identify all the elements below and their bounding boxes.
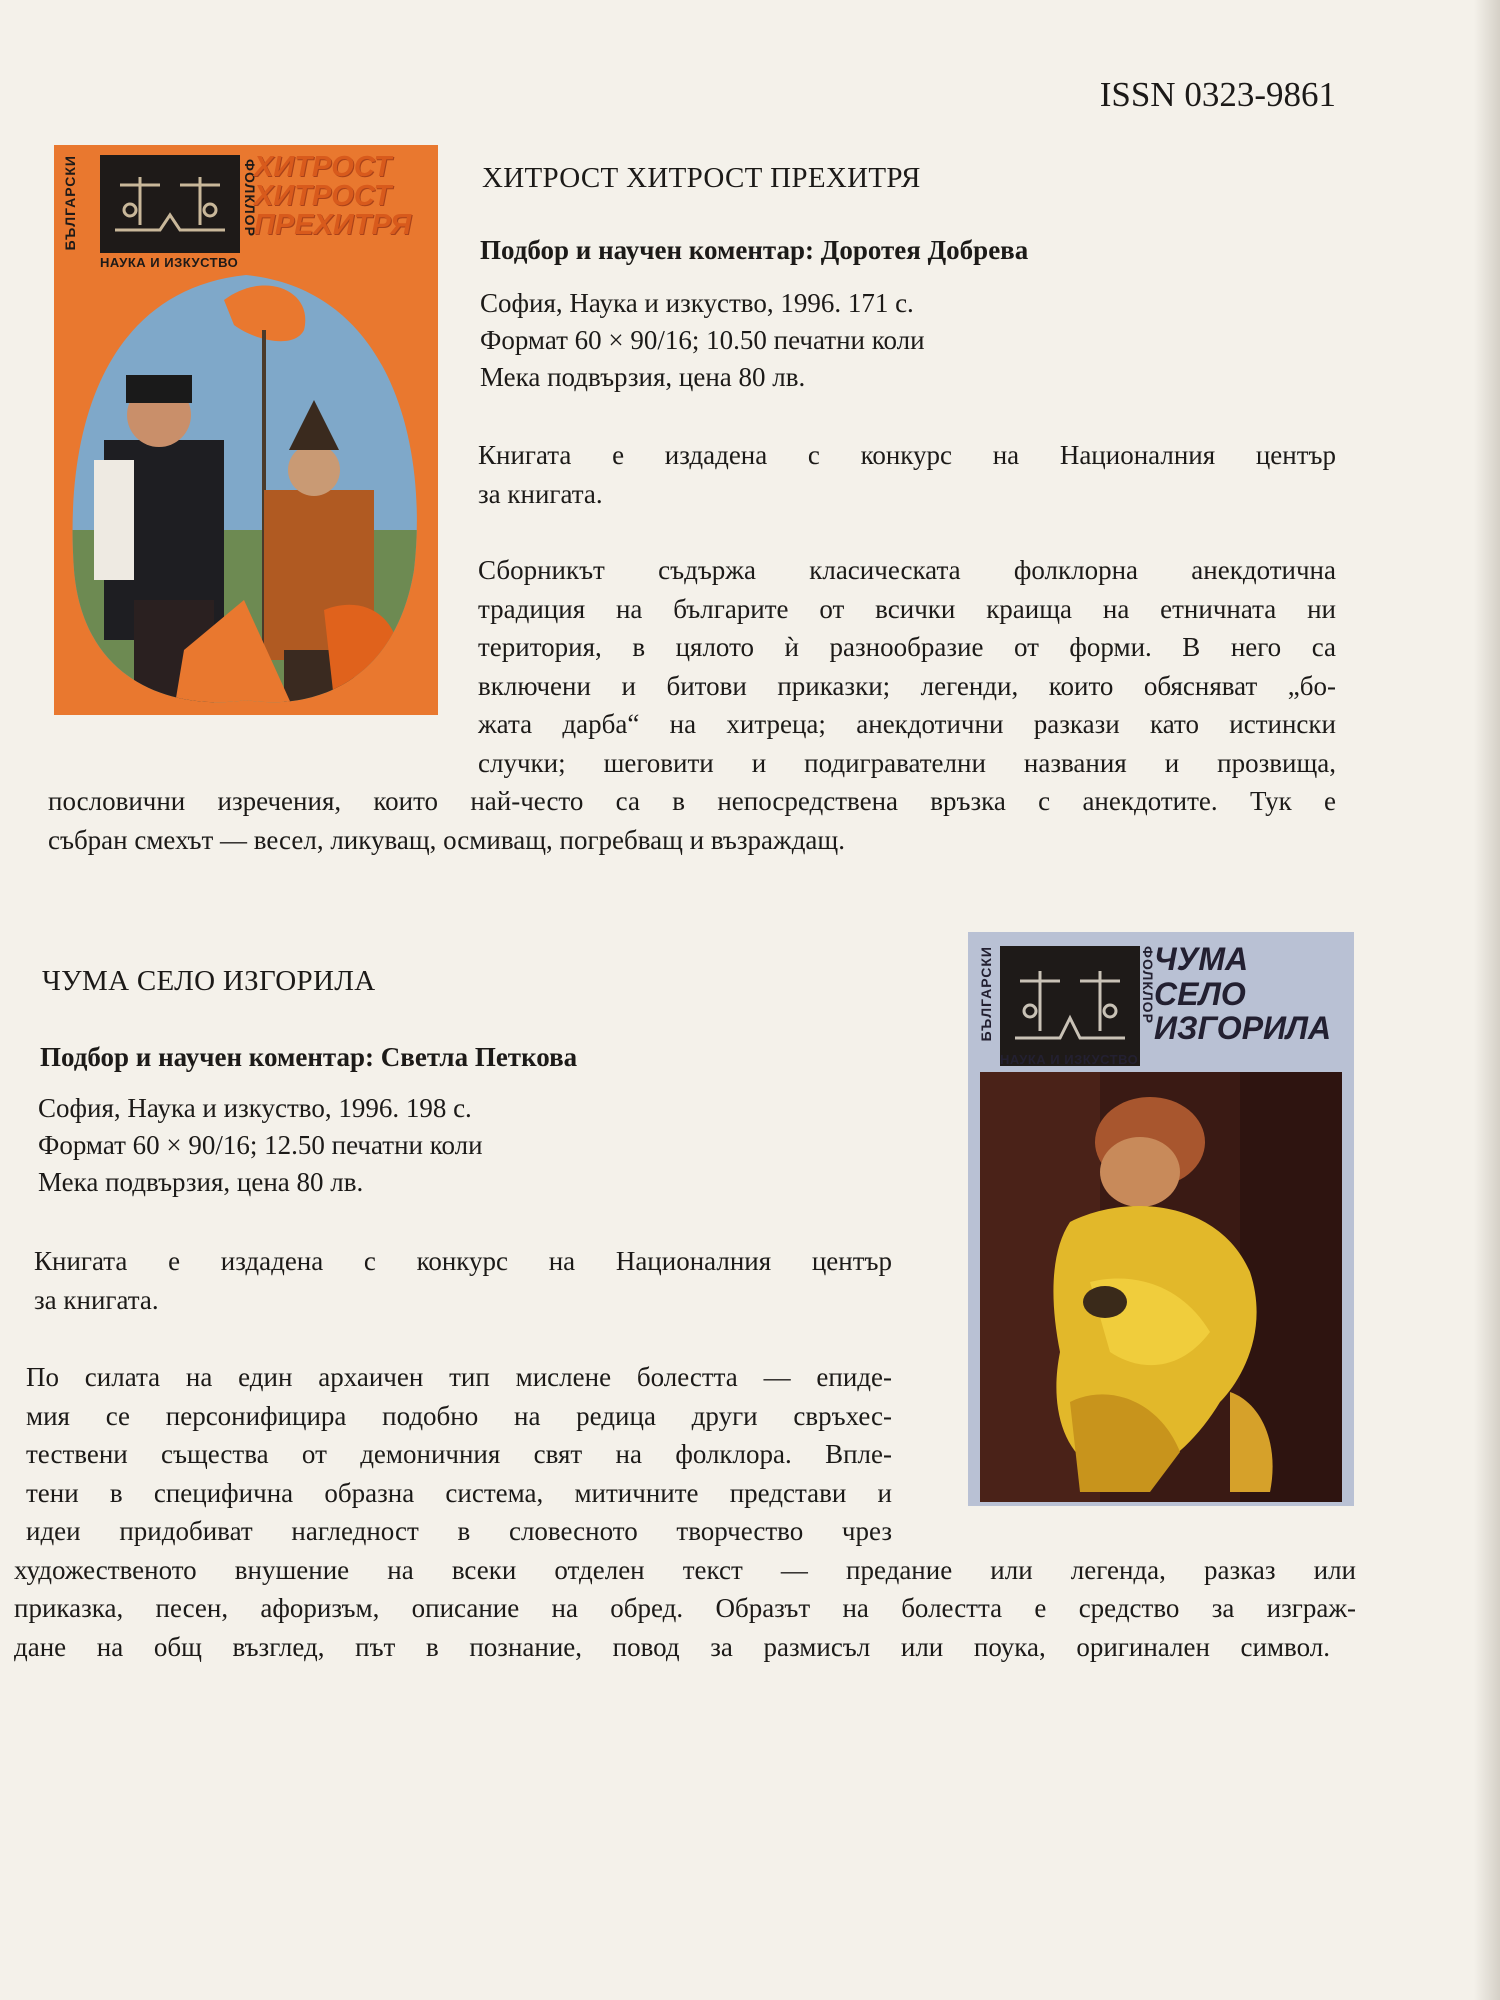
book1-cover-series-label: БЪЛГАРСКИ <box>62 155 78 251</box>
book2-compiler: Подбор и научен коментар: Светла Петкова <box>40 1042 578 1072</box>
book2-detail-line: Формат 60 × 90/16; 12.50 печатни коли <box>38 1130 483 1160</box>
book1-description-line: Сборникът съдържа класическата фолклорна анекдотична <box>478 555 1336 585</box>
book2-contest-note <box>34 1242 892 1319</box>
book1-detail-line: София, Наука и изкуство, 1996. 171 с. <box>480 288 914 318</box>
book1-cover-publisher: НАУКА И ИЗКУСТВО <box>100 255 239 270</box>
book2-cover-series-label-right: ФОЛКЛОР <box>1140 946 1156 1024</box>
book1-cover-title-line: ХИТРОСТ <box>254 151 392 183</box>
book1-details <box>480 285 925 396</box>
book2-description-line: идеи придобиват нагледност в словесното творчество чрез <box>26 1516 892 1546</box>
book2-contest-line: Книгата е издадена с конкурс на Националния център <box>34 1246 892 1276</box>
book1-cover-emblem <box>100 155 240 253</box>
book2-description-line: тени в специфична образна система, митичните представи и <box>26 1477 892 1508</box>
book1-contest-line: за книгата. <box>478 478 603 509</box>
book1-description-line: пословични изречения, които най-често са в непосредствена връзка с анекдотите. Тук е <box>48 786 1336 816</box>
book2-description-line: приказка, песен, афоризъм, описание на обред. Образът на болестта е средство за изграж- <box>14 1593 1356 1623</box>
book1-cover-title <box>254 153 434 240</box>
book2-cover-emblem <box>1000 946 1140 1066</box>
book2-cover-publisher: НАУКА И ИЗКУСТВО <box>1000 1052 1139 1067</box>
book2-cover-title-line: ЧУМА <box>1154 941 1249 977</box>
book1-contest-note <box>478 436 1336 513</box>
book1-description-line: традиция на българите от всички краища на етничната ни <box>478 593 1336 624</box>
book2-detail-line: София, Наука и изкуство, 1996. 198 с. <box>38 1093 472 1123</box>
book1-cover-photo <box>64 270 428 710</box>
book2-description-line: тествени същества от демоничния свят на фолклора. Впле- <box>26 1439 892 1469</box>
book1-cover-title-line: ХИТРОСТ <box>254 180 392 212</box>
book1-detail-line: Мека подвързия, цена 80 лв. <box>480 362 806 392</box>
book2-description-line: По силата на един архаичен тип мислене болестта — епиде- <box>26 1362 892 1392</box>
book2-description-line: мия се персонифицира подобно на редица други свръхес- <box>26 1400 892 1431</box>
book1-description-line: територия, в цялото ѝ разнообразие от форми. В него са <box>478 632 1336 662</box>
book1-cover-series-label-right: ФОЛКЛОР <box>242 159 258 237</box>
book1-description-line: събран смехът — весел, ликуващ, осмиващ, погребващ и възраждащ. <box>48 824 845 855</box>
book2-cover-image <box>968 932 1354 1506</box>
book2-details <box>38 1090 483 1201</box>
book1-compiler: Подбор и научен коментар: Доротея Добрева <box>480 235 1029 265</box>
book1-cover-title-line: ПРЕХИТРЯ <box>254 209 412 241</box>
book2-cover-title-line: СЕЛО <box>1154 975 1246 1012</box>
book2-description <box>14 1358 1356 1666</box>
book2-cover-title <box>1154 942 1344 1046</box>
book2-detail-line: Мека подвързия, цена 80 лв. <box>38 1167 364 1197</box>
book1-title: ХИТРОСТ ХИТРОСТ ПРЕХИТРЯ <box>482 162 921 194</box>
book1-cover-image <box>54 145 438 715</box>
book1-description-line: случки; шеговити и подигравателни названия и прозвища, <box>478 747 1336 778</box>
book1-description <box>48 551 1336 859</box>
book2-title: ЧУМА СЕЛО ИЗГОРИЛА <box>42 965 376 997</box>
book1-description-line: включени и битови приказки; легенди, които обясняват „бо- <box>478 670 1336 701</box>
book1-detail-line: Формат 60 × 90/16; 10.50 печатни коли <box>480 325 925 355</box>
book2-description-line: дане на общ възглед, път в познание, повод за размисъл или поука, оригинален символ. <box>14 1631 1330 1662</box>
book1-contest-line: Книгата е издадена с конкурс на Националния център <box>478 440 1336 470</box>
page-edge-shadow <box>1474 0 1500 2000</box>
book2-contest-line: за книгата. <box>34 1284 159 1315</box>
book2-cover-title-line: ИЗГОРИЛА <box>1154 1010 1332 1047</box>
issn-number: ISSN 0323-9861 <box>1099 75 1336 114</box>
book2-cover-series-label: БЪЛГАРСКИ <box>978 946 994 1042</box>
book2-description-line: художественото внушение на всеки отделен текст — предание или легенда, разказ или <box>14 1554 1356 1585</box>
book2-cover-painting <box>980 1072 1342 1502</box>
book1-description-line: жата дарба“ на хитреца; анекдотични разкази като истински <box>478 709 1336 739</box>
